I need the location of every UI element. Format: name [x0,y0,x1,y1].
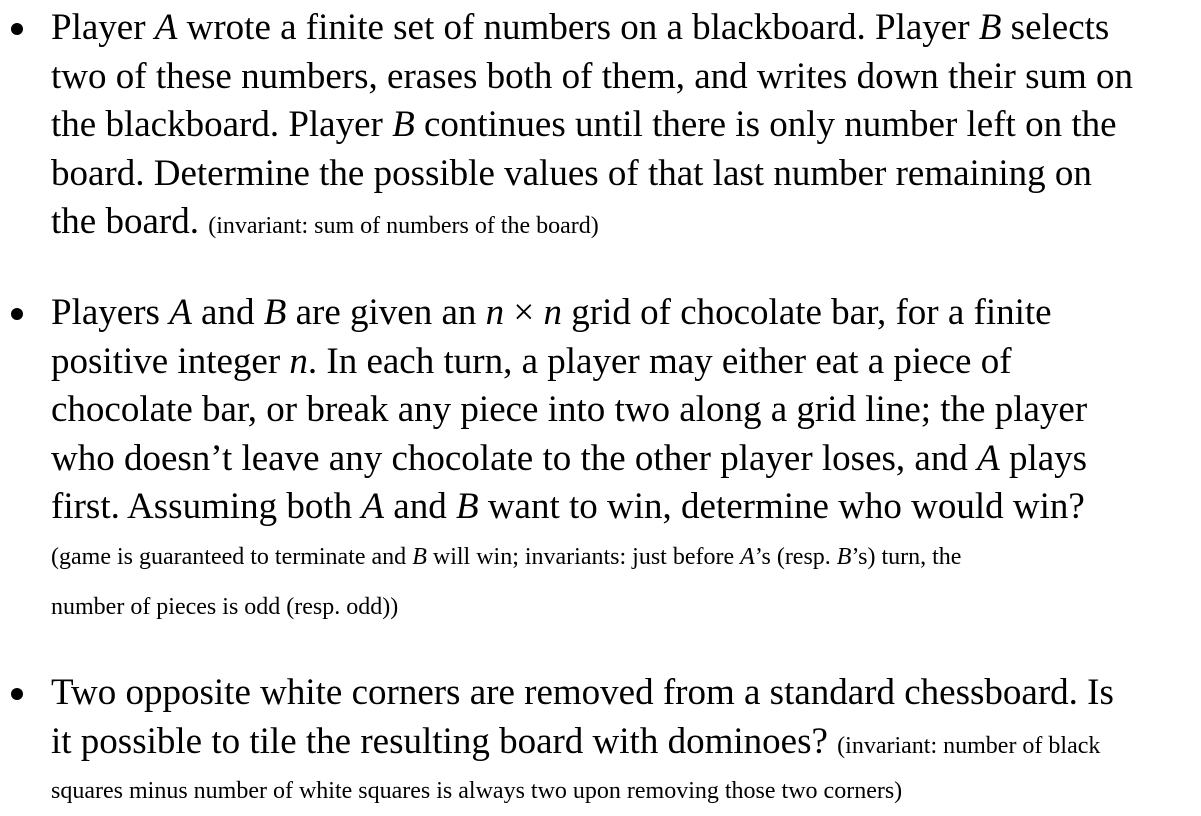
text-line: who doesn’t leave any chocolate to the other player loses, and A plays [51,437,1088,479]
text-line: it possible to tile the resulting board with dominoes? (invariant: number of black [51,720,1101,762]
invariant-note: (game is guaranteed to terminate and B will win; invariants: just before A’s (resp. B’s) turn, the [51,543,962,570]
text-line: Players A and B are given an n × n grid of chocolate bar, for a finite [51,292,1052,333]
text-line: the blackboard. Player B continues until there is only number left on the [51,104,1117,145]
bullet-dot [11,23,23,35]
bullet-dot [11,308,23,320]
text-line: chocolate bar, or break any piece into two along a grid line; the player [51,389,1088,430]
invariant-note: (invariant: sum of numbers of the board) [208,213,599,239]
text-line: first. Assuming both A and B want to win, determine who would win? [51,486,1085,527]
text-line: two of these numbers, erases both of them, and writes down their sum on [51,55,1134,97]
invariant-note: number of pieces is odd (resp. odd)) [51,593,399,620]
bullet-item-2 [51,289,1201,632]
text-line: Player A wrote a finite set of numbers on a blackboard. Player B selects [51,7,1110,48]
invariant-note: (invariant: number of black [837,732,1101,759]
invariant-note: squares minus number of white squares is always two upon removing those two corners) [51,778,903,804]
bullet-item-3 [51,669,1201,816]
text-line: board. Determine the possible values of that last number remaining on [51,152,1092,194]
text-line: Two opposite white corners are removed from a standard chessboard. Is [51,672,1114,713]
bullet-dot [11,688,23,700]
bullet-item-1 [51,4,1201,247]
text-line: positive integer n. In each turn, a player may either eat a piece of [51,340,1012,382]
text-line: the board. (invariant: sum of numbers of the board) [51,201,599,242]
